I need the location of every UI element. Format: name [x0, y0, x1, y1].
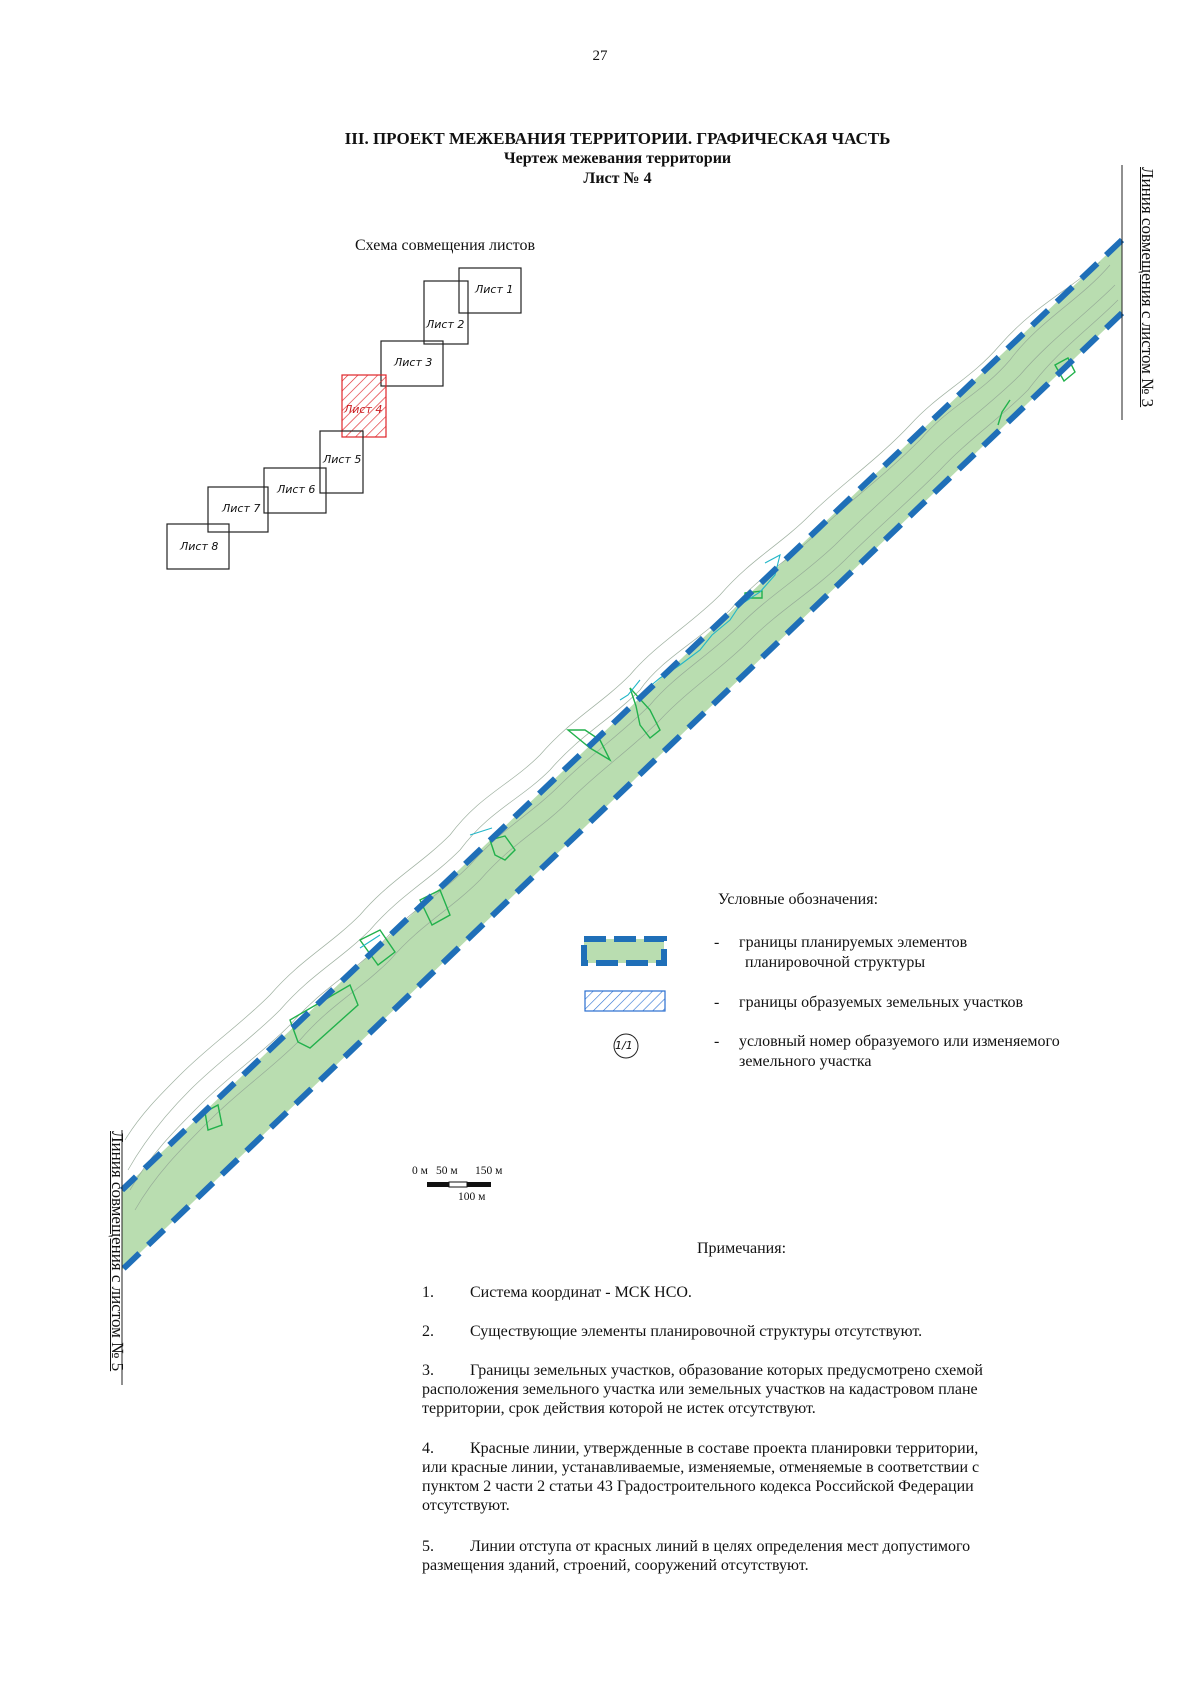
sheet-7-label: Лист 7	[222, 502, 261, 515]
legend-text-2: границы образуемых земельных участков	[739, 994, 1024, 1011]
sheet-2-label: Лист 2	[426, 318, 465, 331]
legend-text-1b: планировочной структуры	[745, 954, 926, 971]
page-title: III. ПРОЕКТ МЕЖЕВАНИЯ ТЕРРИТОРИИ. ГРАФИЧЕСКАЯ ЧАСТЬ	[344, 129, 891, 148]
note-4-line-3: пунктом 2 части 2 статьи 43 Градостроительного кодекса Российской Федерации	[422, 1478, 974, 1495]
scale-label-0: 0 м	[412, 1165, 428, 1177]
scale-label-50: 50 м	[436, 1165, 458, 1177]
note-2-num: 2.	[422, 1323, 434, 1340]
note-1	[422, 1283, 1062, 1302]
legend-text-1a: границы планируемых элементов	[739, 934, 968, 951]
note-4-num: 4.	[422, 1440, 434, 1457]
note-3	[422, 1361, 1062, 1418]
note-3-num: 3.	[422, 1362, 434, 1379]
match-line-left-label: Линия совмещения с листом № 5	[108, 1131, 127, 1372]
note-5-num: 5.	[422, 1538, 434, 1555]
legend-title: Условные обозначения:	[718, 891, 879, 908]
legend-dash-3: -	[714, 1033, 720, 1050]
legend-dash-1: -	[714, 934, 720, 951]
legend-text-3a: условный номер образуемого или изменяемого	[739, 1033, 1060, 1050]
legend-parcel-symbol	[584, 990, 668, 1014]
notes-title: Примечания:	[697, 1240, 787, 1257]
scale-label-150: 150 м	[475, 1165, 503, 1177]
note-3-line-2: расположения земельного участка или земельных участков на кадастровом плане	[422, 1381, 978, 1398]
note-5-line-1: Линии отступа от красных линий в целях определения мест допустимого	[470, 1538, 971, 1555]
legend-dash-2: -	[714, 994, 720, 1011]
sheet-1-label: Лист 1	[475, 283, 514, 296]
note-4-line-4: отсутствуют.	[422, 1497, 510, 1514]
scheme-title: Схема совмещения листов	[355, 237, 535, 254]
sheet-4-label: Лист 4	[344, 403, 383, 416]
legend-text-3b: земельного участка	[739, 1053, 872, 1070]
note-4	[422, 1439, 1062, 1515]
note-1-num: 1.	[422, 1284, 434, 1301]
page-number: 27	[592, 48, 608, 64]
note-2-line-1: Существующие элементы планировочной структуры отсутствуют.	[470, 1323, 923, 1340]
sheet-6-label: Лист 6	[277, 483, 316, 496]
note-5	[422, 1537, 1062, 1575]
note-2	[422, 1322, 1062, 1341]
sheet-5-label: Лист 5	[323, 453, 362, 466]
note-5-line-2: размещения зданий, строений, сооружений отсутствуют.	[422, 1557, 809, 1574]
note-1-line-1: Система координат - МСК НСО.	[470, 1284, 692, 1301]
note-3-line-1: Границы земельных участков, образование которых предусмотрено схемой	[470, 1362, 983, 1379]
drawing-title: Чертеж межевания территории	[503, 150, 732, 167]
parcel-outlines-cyan	[360, 555, 780, 948]
sheet-8-label: Лист 8	[180, 540, 219, 553]
note-3-line-3: территории, срок действия которой не истек отсутствуют.	[422, 1400, 816, 1417]
sheet-title: Лист № 4	[583, 170, 652, 187]
scale-label-100: 100 м	[458, 1191, 486, 1203]
legend-boundary-symbol	[580, 935, 670, 975]
legend-number-symbol-text: 1/1	[615, 1039, 633, 1052]
sheet-3-label: Лист 3	[394, 356, 433, 369]
note-4-line-1: Красные линии, утвержденные в составе проекта планировки территории,	[470, 1440, 979, 1457]
note-4-line-2: или красные линии, устанавливаемые, изменяемые, отменяемые в соответствии с	[422, 1459, 980, 1476]
match-line-right-label: Линия совмещения с листом № 3	[1138, 167, 1157, 408]
